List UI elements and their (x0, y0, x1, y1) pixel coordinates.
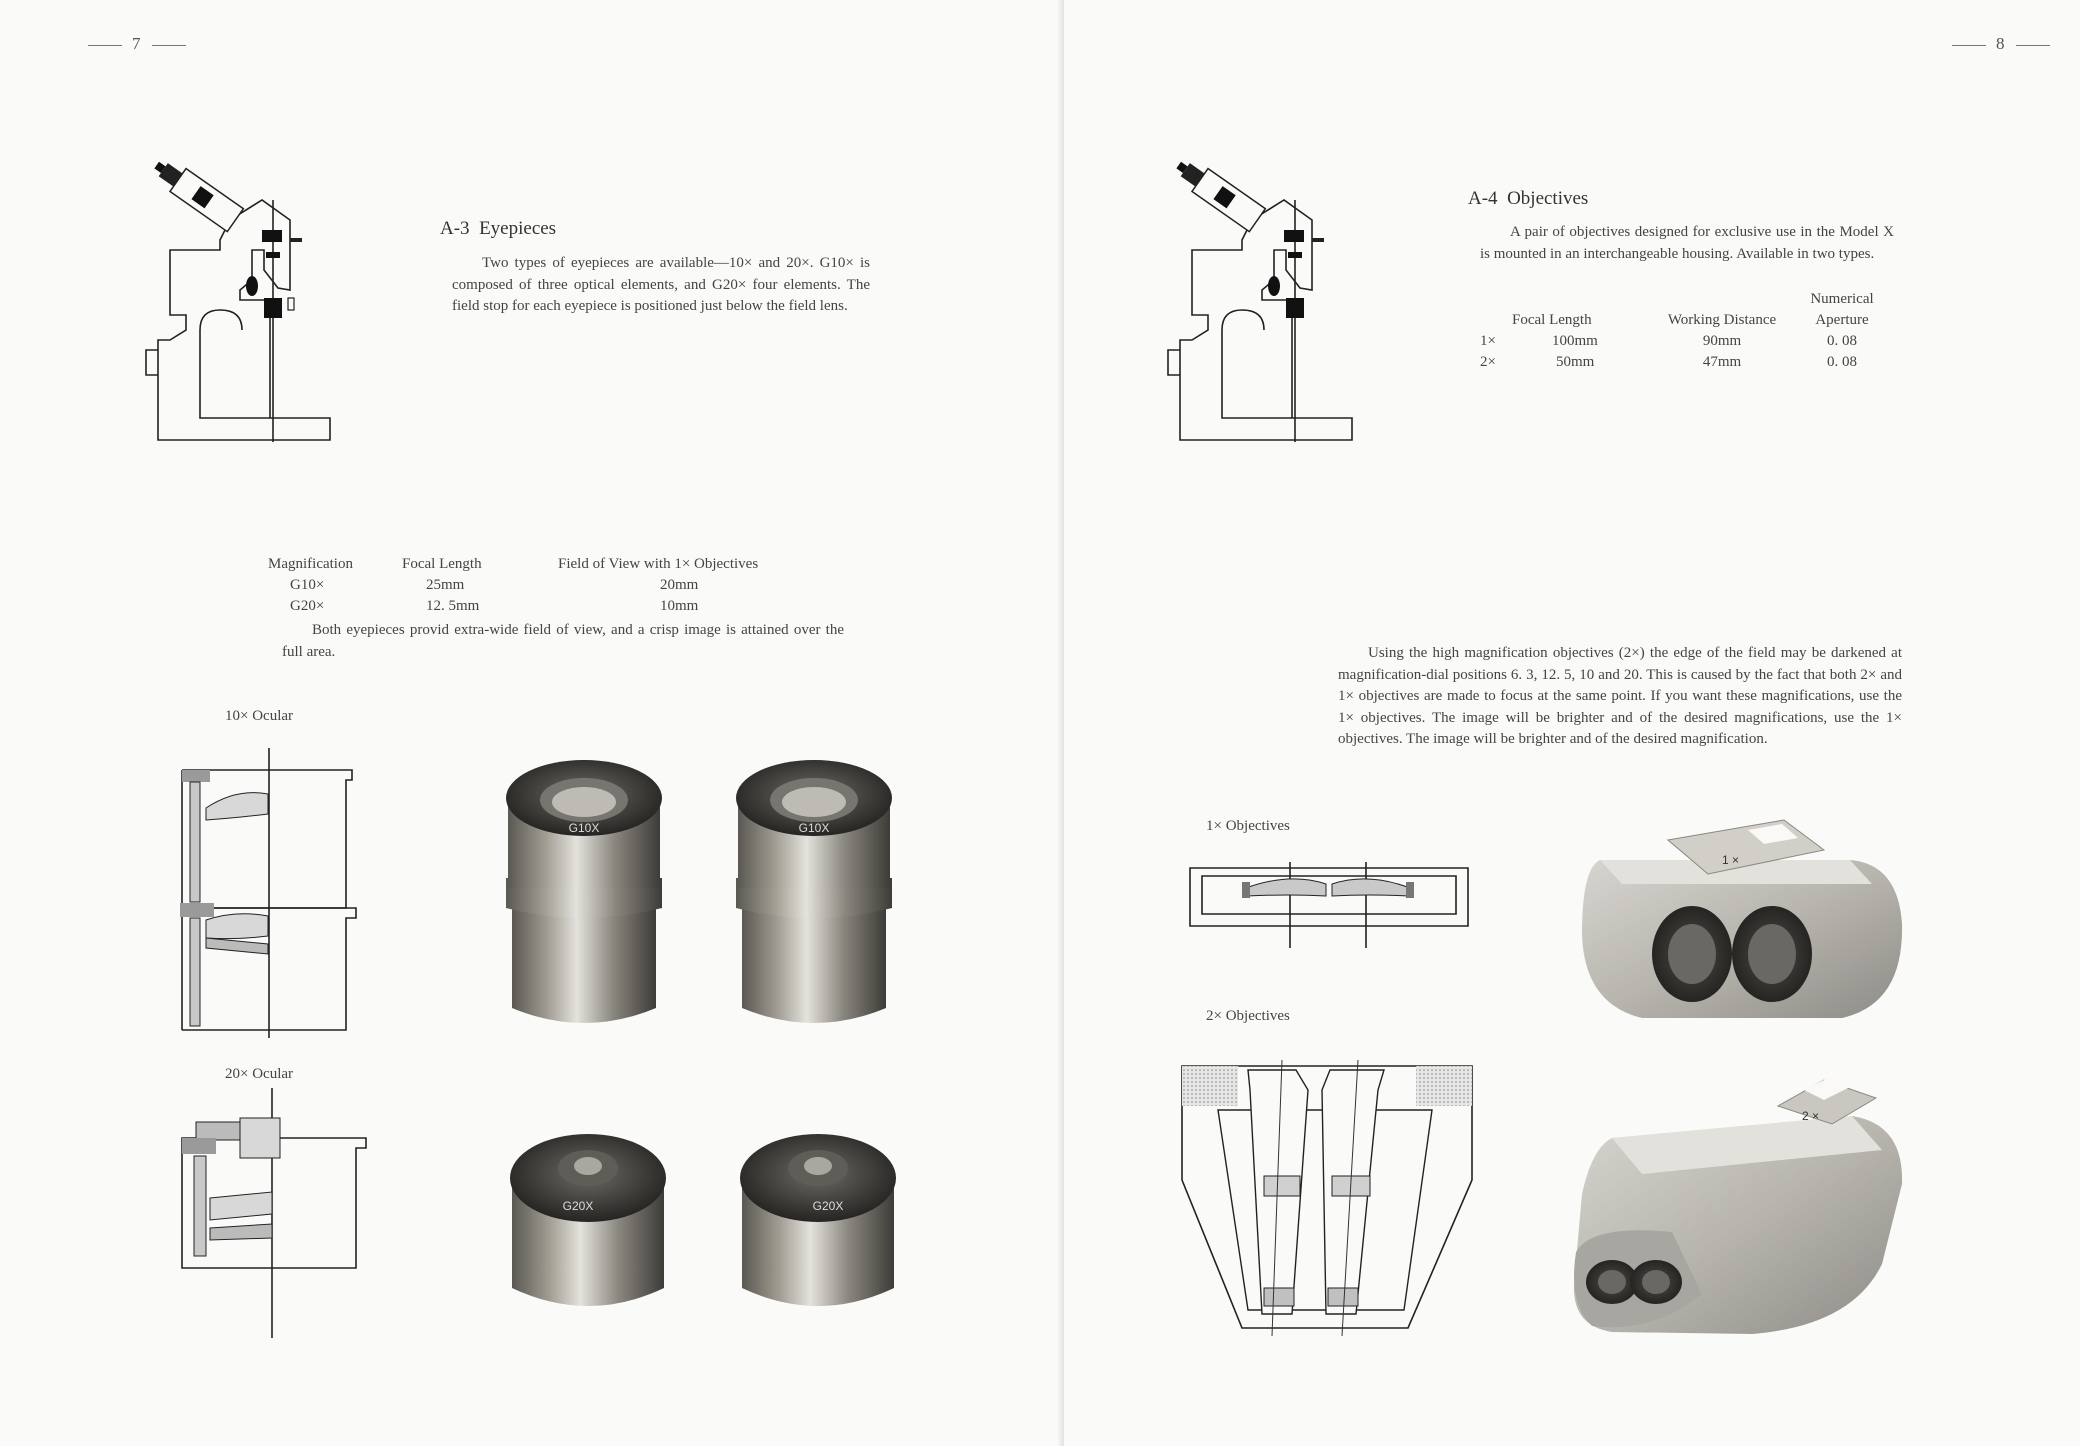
table-header: Magnification (268, 556, 353, 572)
objective-housing-1x-photo (1572, 804, 1910, 1030)
objectives-2x-cross-section (1178, 1060, 1478, 1336)
table-row: 2× 50mm 47mm 0. 08 (1480, 354, 1857, 370)
eyepiece-spec-table (268, 554, 758, 617)
eyepiece-g20x-photo-1 (508, 1128, 668, 1316)
photo-label-g10x: G10X (568, 821, 600, 835)
ocular-10x-cross-section (176, 748, 366, 1038)
photo-label-1x: 1 × (1722, 853, 1740, 867)
photo-label-g10x: G10X (798, 821, 830, 835)
section-a4-heading: A-4 Objectives (1468, 188, 1589, 209)
objectives-1x-cross-section (1186, 862, 1472, 948)
ocular-20x-cross-section (176, 1088, 366, 1338)
section-a3-heading: A-3 Eyepieces (440, 218, 557, 239)
microscope-cross-section-diagram (140, 140, 340, 450)
table-row: G20× 12. 5mm 10mm (290, 598, 699, 614)
photo-label-g20x: G20X (812, 1199, 844, 1213)
microscope-cross-section-diagram (1162, 140, 1362, 450)
caption-20x-ocular: 20× Ocular (225, 1066, 294, 1082)
table-header: Focal Length (402, 556, 482, 572)
eyepiece-g10x-photo-2 (734, 758, 894, 1026)
table-row: 1× 100mm 90mm 0. 08 (1480, 333, 1857, 349)
objectives-note: Using the high magnification objectives (2×) the edge of the field may be darkened at magnification-dial positions 6. 3, 12. 5, 10 and 20. This is caused by the fact that both 2× and 1× objectives are made to focus at the same point. If you want these magnifications, use the 1× objectives. The image will be brighter and of the desired magnifications, use the 1× objectives. The image will be brighter and of the desired magnification. (1338, 645, 1902, 747)
table-header: Focal Length (1512, 312, 1592, 328)
eyepieces-description: Two types of eyepieces are available—10× and 20×. G10× is composed of three optical elements, and G20× four elements. The field stop for each eyepiece is positioned just below the field lens. (452, 255, 870, 314)
eyepiece-note: Both eyepieces provid extra-wide field of view, and a crisp image is attained over the full area. (282, 622, 844, 660)
table-header: Aperture (1815, 312, 1869, 328)
photo-label-g20x: G20X (562, 1199, 594, 1213)
eyepiece-g10x-photo-1 (504, 758, 664, 1026)
page-number-left: 7 (78, 34, 196, 54)
table-header: Numerical (1810, 291, 1874, 307)
objectives-spec-table (1480, 289, 1882, 373)
table-header: Field of View with 1× Objectives (558, 556, 759, 572)
page-number-right: 8 (1942, 34, 2060, 54)
photo-label-2x: 2 × (1802, 1109, 1820, 1123)
objective-housing-2x-photo (1552, 1064, 1922, 1344)
caption-1x-objectives: 1× Objectives (1206, 818, 1290, 834)
eyepiece-g20x-photo-2 (738, 1128, 898, 1316)
table-row: G10× 25mm 20mm (290, 577, 699, 593)
table-header: Working Distance (1667, 312, 1777, 328)
caption-10x-ocular: 10× Ocular (225, 708, 294, 724)
objectives-description: A pair of objectives designed for exclusive use in the Model X is mounted in an interchangeable housing. Available in two types. (1480, 224, 1894, 262)
right-page (1064, 0, 2080, 1446)
caption-2x-objectives: 2× Objectives (1206, 1008, 1290, 1024)
